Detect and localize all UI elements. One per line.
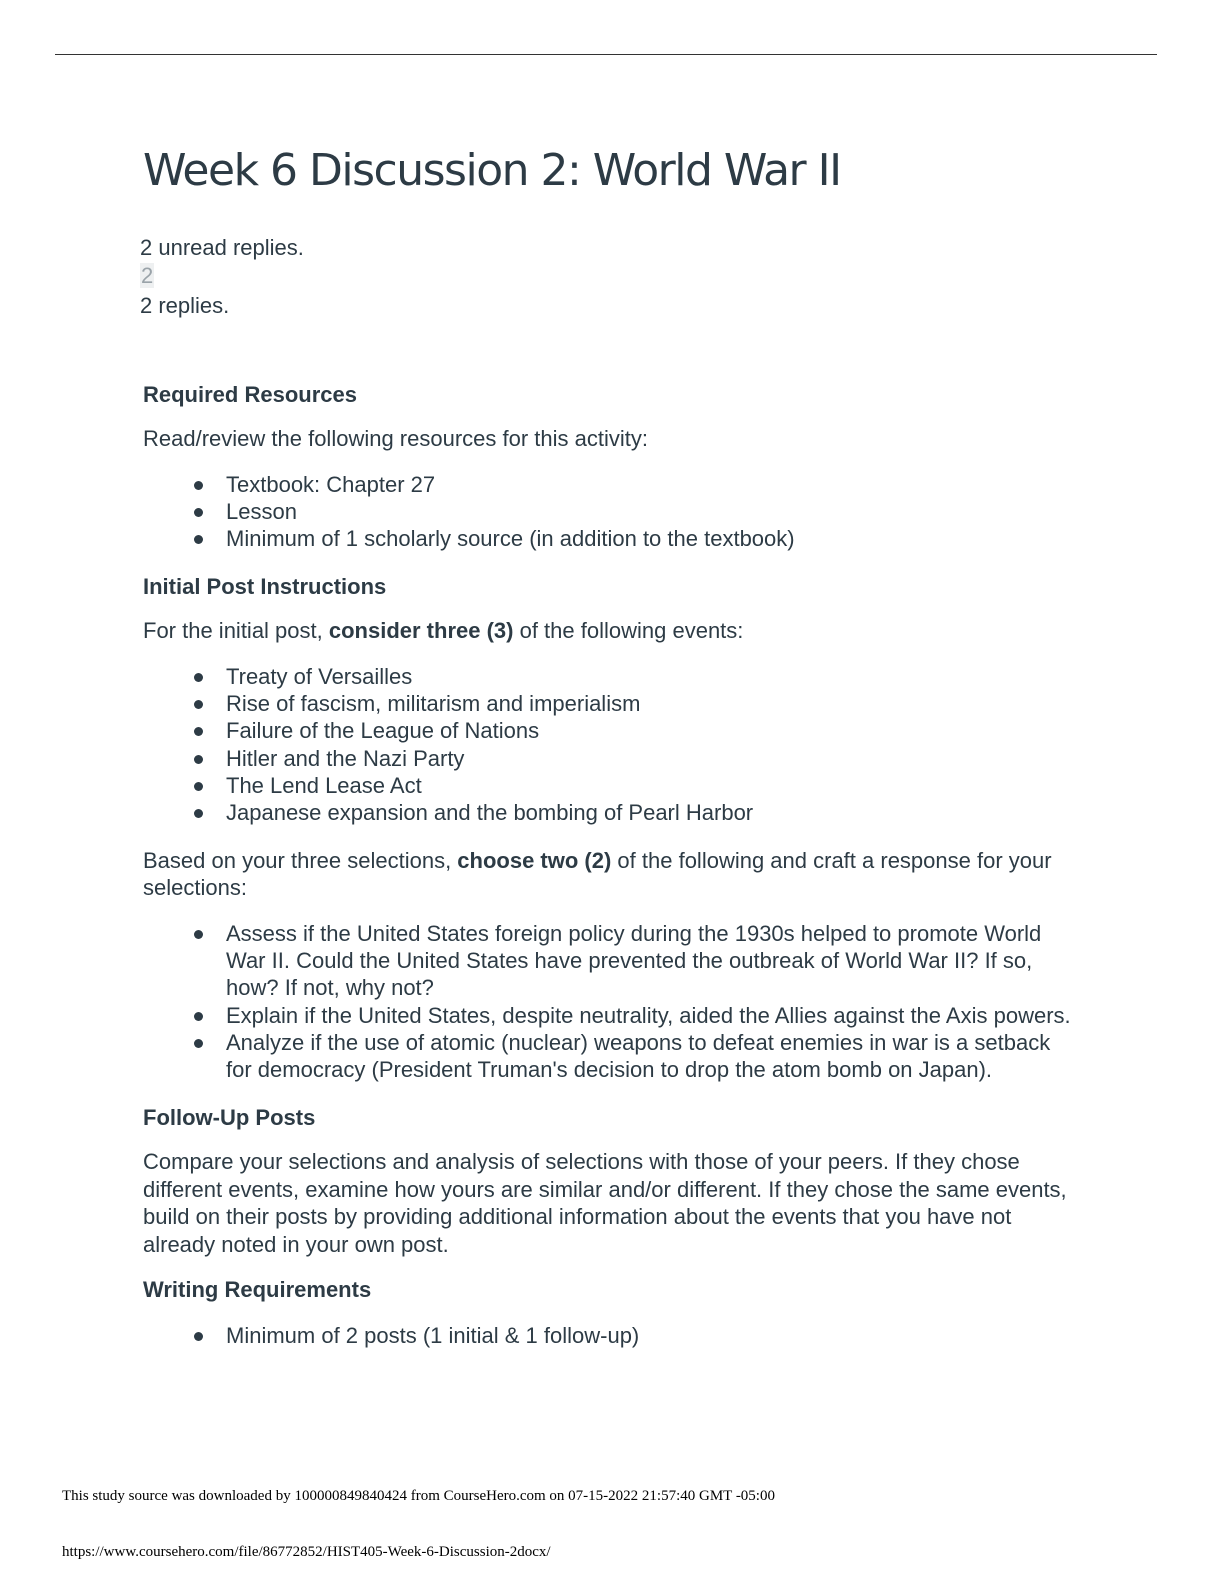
- list-item: Lesson: [226, 498, 1073, 525]
- list-item: Analyze if the use of atomic (nuclear) weapons to defeat enemies in war is a setback for democracy (President Truman's decision to drop the atom bomb on Japan).: [226, 1029, 1073, 1084]
- initial-post-heading: Initial Post Instructions: [143, 574, 387, 600]
- writing-requirements-heading: Writing Requirements: [143, 1277, 372, 1303]
- prompts-list: [143, 920, 1073, 1084]
- follow-up-heading: Follow-Up Posts: [143, 1105, 316, 1131]
- page-title: Week 6 Discussion 2: World War II: [143, 145, 841, 196]
- download-notice: This study source was downloaded by 100000849840424 from CourseHero.com on 07-15-2022 21:57:40 GMT -05:00: [62, 1488, 775, 1504]
- choose-instructions: Based on your three selections, choose two (2) of the following and craft a response for your selections:: [143, 847, 1052, 901]
- list-item: Minimum of 1 scholarly source (in addition to the textbook): [226, 525, 1073, 552]
- list-item: Hitler and the Nazi Party: [226, 745, 1073, 772]
- list-item: Failure of the League of Nations: [226, 717, 1073, 744]
- unread-badge: [140, 262, 154, 290]
- discussion-body: [143, 380, 1073, 1350]
- list-item: The Lend Lease Act: [226, 772, 1073, 799]
- source-url: https://www.coursehero.com/file/86772852/HIST405-Week-6-Discussion-2docx/: [62, 1544, 551, 1560]
- list-item: Treaty of Versailles: [226, 663, 1073, 690]
- follow-up-text: Compare your selections and analysis of selections with those of your peers. If they chose different events, examine how yours are similar and/or different. If they chose the same events, build on their posts by providing additional information about the events that you have not already noted in your own post.: [143, 1149, 1067, 1257]
- replies-count: 2 replies.: [140, 293, 230, 318]
- top-divider: [55, 54, 1157, 55]
- unread-replies-count: 2 unread replies.: [140, 235, 304, 260]
- required-resources-heading: Required Resources: [143, 382, 357, 407]
- required-resources-list: [143, 471, 1073, 553]
- list-item: Explain if the United States, despite neutrality, aided the Allies against the Axis powers.: [226, 1002, 1073, 1029]
- list-item: Rise of fascism, militarism and imperialism: [226, 690, 1073, 717]
- list-item: Japanese expansion and the bombing of Pearl Harbor: [226, 799, 1073, 826]
- list-item: Assess if the United States foreign policy during the 1930s helped to promote World War II. Could the United States have prevented the outbreak of World War II? If so, how? If not, why not?: [226, 920, 1073, 1002]
- unread-badge-number: 2: [141, 263, 154, 288]
- list-item: Minimum of 2 posts (1 initial & 1 follow-up): [226, 1322, 1073, 1349]
- events-list: [143, 663, 1073, 827]
- list-item: Textbook: Chapter 27: [226, 471, 1073, 498]
- emphasis: choose two (2): [457, 847, 612, 873]
- required-resources-intro: Read/review the following resources for this activity:: [143, 426, 648, 451]
- initial-post-intro: For the initial post, consider three (3) of the following events:: [143, 618, 744, 644]
- writing-requirements-list: [143, 1322, 1073, 1349]
- emphasis: consider three (3): [328, 618, 514, 644]
